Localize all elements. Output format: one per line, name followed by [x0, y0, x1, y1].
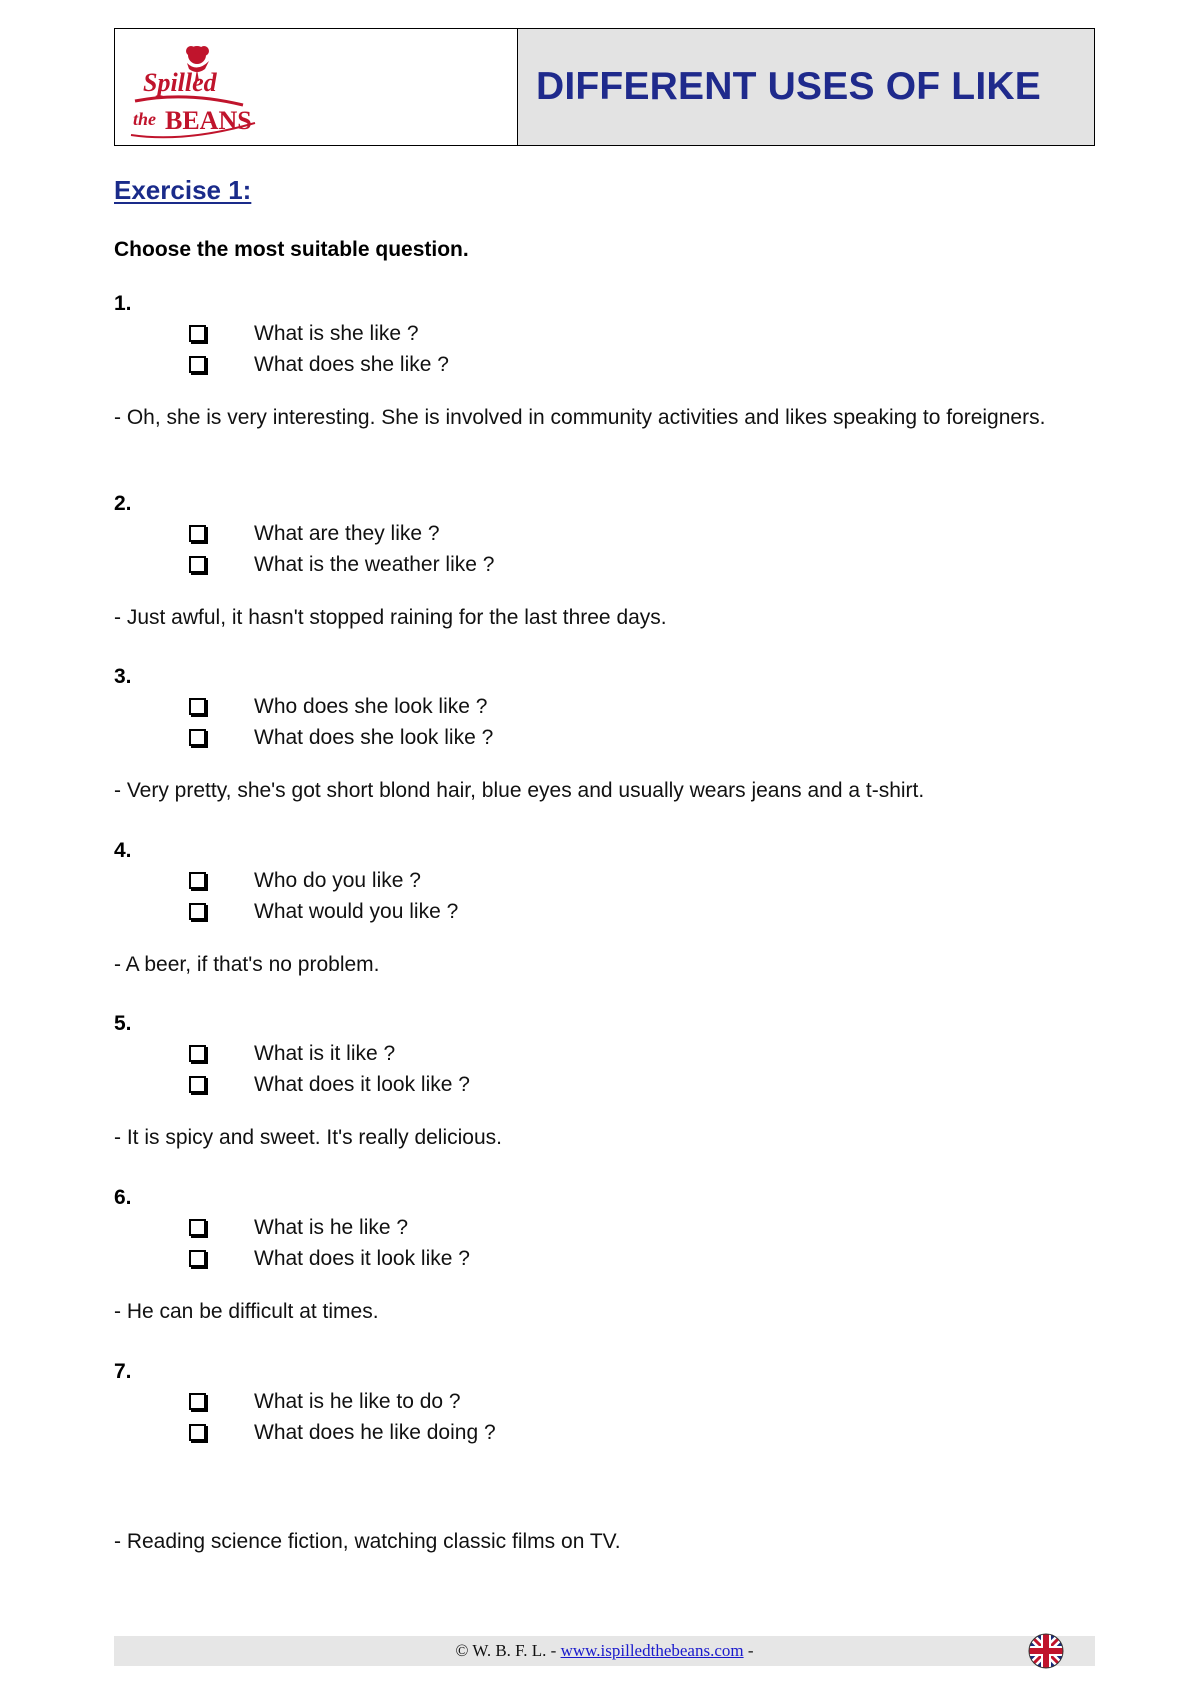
- answer-option[interactable]: [114, 1212, 1104, 1243]
- question-block: [114, 1010, 1104, 1152]
- answer-option[interactable]: [114, 349, 1104, 380]
- answer-option[interactable]: [114, 518, 1104, 549]
- checkbox-icon[interactable]: [189, 1250, 206, 1267]
- logo-word-the: the: [133, 109, 157, 129]
- checkbox-icon[interactable]: [189, 872, 206, 889]
- answer-option[interactable]: [114, 691, 1104, 722]
- option-label: What does it look like ?: [254, 1072, 470, 1096]
- answer-option[interactable]: [114, 1069, 1104, 1100]
- answer-text: - It is spicy and sweet. It's really delicious.: [114, 1126, 502, 1149]
- exercise-heading: Exercise 1:: [114, 175, 252, 205]
- checkbox-icon[interactable]: [189, 1219, 206, 1236]
- footer-suffix: -: [743, 1641, 754, 1660]
- option-label: What does he like doing ?: [254, 1420, 496, 1444]
- option-label: What would you like ?: [254, 899, 459, 923]
- option-label: What is he like ?: [254, 1215, 409, 1239]
- checkbox-icon[interactable]: [189, 903, 206, 920]
- footer-website-link[interactable]: www.ispilledthebeans.com: [560, 1641, 744, 1660]
- question-number: 7.: [114, 1360, 132, 1383]
- question-block: [114, 490, 1104, 632]
- option-label: What is he like to do ?: [254, 1389, 461, 1413]
- answer-text: - Very pretty, she's got short blond hair, blue eyes and usually wears jeans and a t-shirt.: [114, 779, 925, 802]
- answer-option[interactable]: [114, 1038, 1104, 1069]
- answer-option[interactable]: [114, 318, 1104, 349]
- answer-option[interactable]: [114, 722, 1104, 753]
- question-block: [114, 663, 1104, 805]
- logo-cell: [115, 29, 518, 145]
- answer-option[interactable]: [114, 1243, 1104, 1274]
- option-label: What is she like ?: [254, 321, 419, 345]
- logo-word-spilled: Spilled: [143, 68, 217, 97]
- checkbox-icon[interactable]: [189, 1393, 206, 1410]
- answer-text: - Reading science fiction, watching classic films on TV.: [114, 1530, 621, 1553]
- answer-option[interactable]: [114, 549, 1104, 580]
- footer-text: [455, 1641, 753, 1661]
- title-cell: [518, 29, 1094, 145]
- question-block: [114, 1358, 1104, 1556]
- answer-text: - A beer, if that's no problem.: [114, 953, 380, 976]
- option-label: What is the weather like ?: [254, 552, 495, 576]
- checkbox-icon[interactable]: [189, 1424, 206, 1441]
- checkbox-icon[interactable]: [189, 325, 206, 342]
- checkbox-icon[interactable]: [189, 1045, 206, 1062]
- checkbox-icon[interactable]: [189, 729, 206, 746]
- header-table: [114, 28, 1095, 146]
- checkbox-icon[interactable]: [189, 1076, 206, 1093]
- question-number: 3.: [114, 665, 132, 688]
- option-label: What does she look like ?: [254, 725, 494, 749]
- option-label: What are they like ?: [254, 521, 440, 545]
- option-label: Who does she look like ?: [254, 694, 488, 718]
- footer-bar: [114, 1636, 1095, 1666]
- option-label: Who do you like ?: [254, 868, 421, 892]
- checkbox-icon[interactable]: [189, 356, 206, 373]
- answer-option[interactable]: [114, 1417, 1104, 1448]
- checkbox-icon[interactable]: [189, 698, 206, 715]
- question-block: [114, 837, 1104, 979]
- answer-text: - He can be difficult at times.: [114, 1300, 379, 1323]
- question-number: 4.: [114, 839, 132, 862]
- question-block: [114, 1184, 1104, 1326]
- option-label: What is it like ?: [254, 1041, 396, 1065]
- answer-option[interactable]: [114, 1386, 1104, 1417]
- checkbox-icon[interactable]: [189, 525, 206, 542]
- logo-word-beans: BEANS: [165, 106, 252, 135]
- question-number: 6.: [114, 1186, 132, 1209]
- checkbox-icon[interactable]: [189, 556, 206, 573]
- exercise-instruction: Choose the most suitable question.: [114, 238, 469, 261]
- answer-option[interactable]: [114, 865, 1104, 896]
- question-number: 2.: [114, 492, 132, 515]
- answer-text: - Oh, she is very interesting. She is involved in community activities and likes speaking to foreigners.: [114, 406, 1046, 429]
- spilled-the-beans-logo: [125, 39, 275, 139]
- question-number: 5.: [114, 1012, 132, 1035]
- question-block: [114, 290, 1104, 432]
- option-label: What does she like ?: [254, 352, 449, 376]
- answer-option[interactable]: [114, 896, 1104, 927]
- answer-text: - Just awful, it hasn't stopped raining for the last three days.: [114, 606, 667, 629]
- question-number: 1.: [114, 292, 132, 315]
- document-title: DIFFERENT USES OF LIKE: [536, 65, 1041, 108]
- uk-flag-icon: [1027, 1632, 1065, 1670]
- option-label: What does it look like ?: [254, 1246, 470, 1270]
- footer-copyright: © W. B. F. L. -: [455, 1641, 561, 1660]
